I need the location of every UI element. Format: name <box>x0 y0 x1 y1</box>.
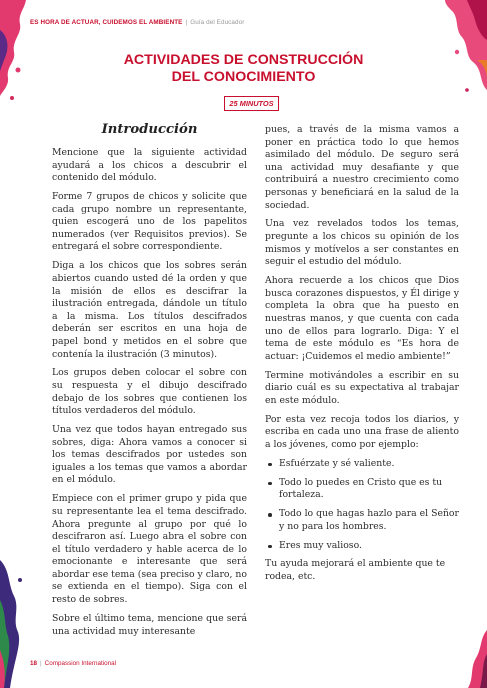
duration-badge: 25 MINUTOS <box>224 96 279 111</box>
header-separator: | <box>185 19 188 26</box>
footer-separator: | <box>40 660 42 667</box>
paragraph: Una vez revelados todos los temas, pregunte a los chicos su opinión de los mismos y motívelos a ser constantes en seguir el estudio del módulo. <box>265 218 459 268</box>
paint-splash-bottom-right <box>462 630 487 688</box>
paragraph: Los grupos deben colocar el sobre con su respuesta y el dibujo descifrado debajo de los sobres que contienen los títulos verdaderos del módulo. <box>52 367 247 417</box>
closing-paragraph: Tu ayuda mejorará el ambiente que te rodea, etc. <box>265 558 446 583</box>
section-heading: Introducción <box>101 122 198 137</box>
running-header <box>30 19 244 26</box>
page-footer <box>30 660 116 667</box>
bullet-item: Todo lo puedes en Cristo que es tu fortaleza. <box>265 477 459 502</box>
paragraph: Sobre el último tema, mencione que será una actividad muy interesante <box>52 612 247 637</box>
page-title-line-1: ACTIVIDADES DE CONSTRUCCIÓN <box>123 52 364 68</box>
paragraph: pues, a través de la misma vamos a poner en práctica todo lo que hemos asimilado del módulo. De seguro será una actividad muy desafiante y que contribuirá a nuestro crecimiento como personas y beneficiará en la salud de la sociedad. <box>265 124 459 211</box>
paragraph: Termine motivándoles a escribir en su diario cuál es su expectativa al trabajar en este módulo. <box>265 369 459 406</box>
bullet-list <box>265 458 459 552</box>
bullet-item: Esfuérzate y sé valiente. <box>265 458 459 471</box>
paint-splash-bottom-left <box>0 560 28 688</box>
paragraph: Por esta vez recoja todos los diarios, y escriba en cada uno una frase de aliento a los jóvenes, como por ejemplo: <box>265 413 459 450</box>
paragraph: Diga a los chicos que los sobres serán abiertos cuando usted dé la orden y que la misión de ellos es descifrar la ilustración entregada, dándole un título a la misma. Los títulos descifrados deberán ser escritos en una hoja de papel bond y metidos en el sobre que contenía la ilustración (3 minutos). <box>52 260 247 360</box>
paragraph: Mencione que la siguiente actividad ayudará a los chicos a descubrir el contenido del módulo. <box>52 147 247 184</box>
right-column <box>265 124 459 590</box>
paragraph: Forme 7 grupos de chicos y solicite que cada grupo nombre un representante, quien escogerá uno de los papelitos numerados (ver Requisitos previos). Se entregará el sobre correspondiente. <box>52 191 247 253</box>
header-title: ES HORA DE ACTUAR, CUIDEMOS EL AMBIENTE <box>30 19 183 26</box>
bullet-item: Todo lo que hagas hazlo para el Señor y no para los hombres. <box>265 508 459 533</box>
header-subtitle: Guía del Educador <box>190 19 245 26</box>
bullet-item: Eres muy valioso. <box>265 540 459 553</box>
page-title <box>0 52 487 85</box>
page-title-line-2: DEL CONOCIMIENTO <box>171 68 316 85</box>
paragraph: Ahora recuerde a los chicos que Dios busca corazones dispuestos, y Él dirige y completa la obra que ha puesto en nuestras manos, y que cuenta con cada uno de ellos para lograrlo. Diga: Y el tema de este módulo es “Es hora de actuar: ¡Cuidemos el medio ambiente!” <box>265 275 459 362</box>
left-column <box>52 122 247 644</box>
paragraph: Empiece con el primer grupo y pida que su representante lea el tema descifrado. Ahora pregunte al grupo por qué lo descifraron así. Luego abra el sobre con el título verdadero y hable acerca de lo emocionante e interesante que será abordar ese tema (sea preciso y claro, no se extienda en el tiempo). Siga con el resto de sobres. <box>52 493 247 606</box>
paragraph: Una vez que todos hayan entregado sus sobres, diga: Ahora vamos a conocer si los temas descifrados por ustedes son iguales a los temas que vamos a abordar en el módulo. <box>52 424 247 486</box>
footer-organization: Compassion International <box>44 660 117 667</box>
page-number: 18 <box>30 660 38 667</box>
